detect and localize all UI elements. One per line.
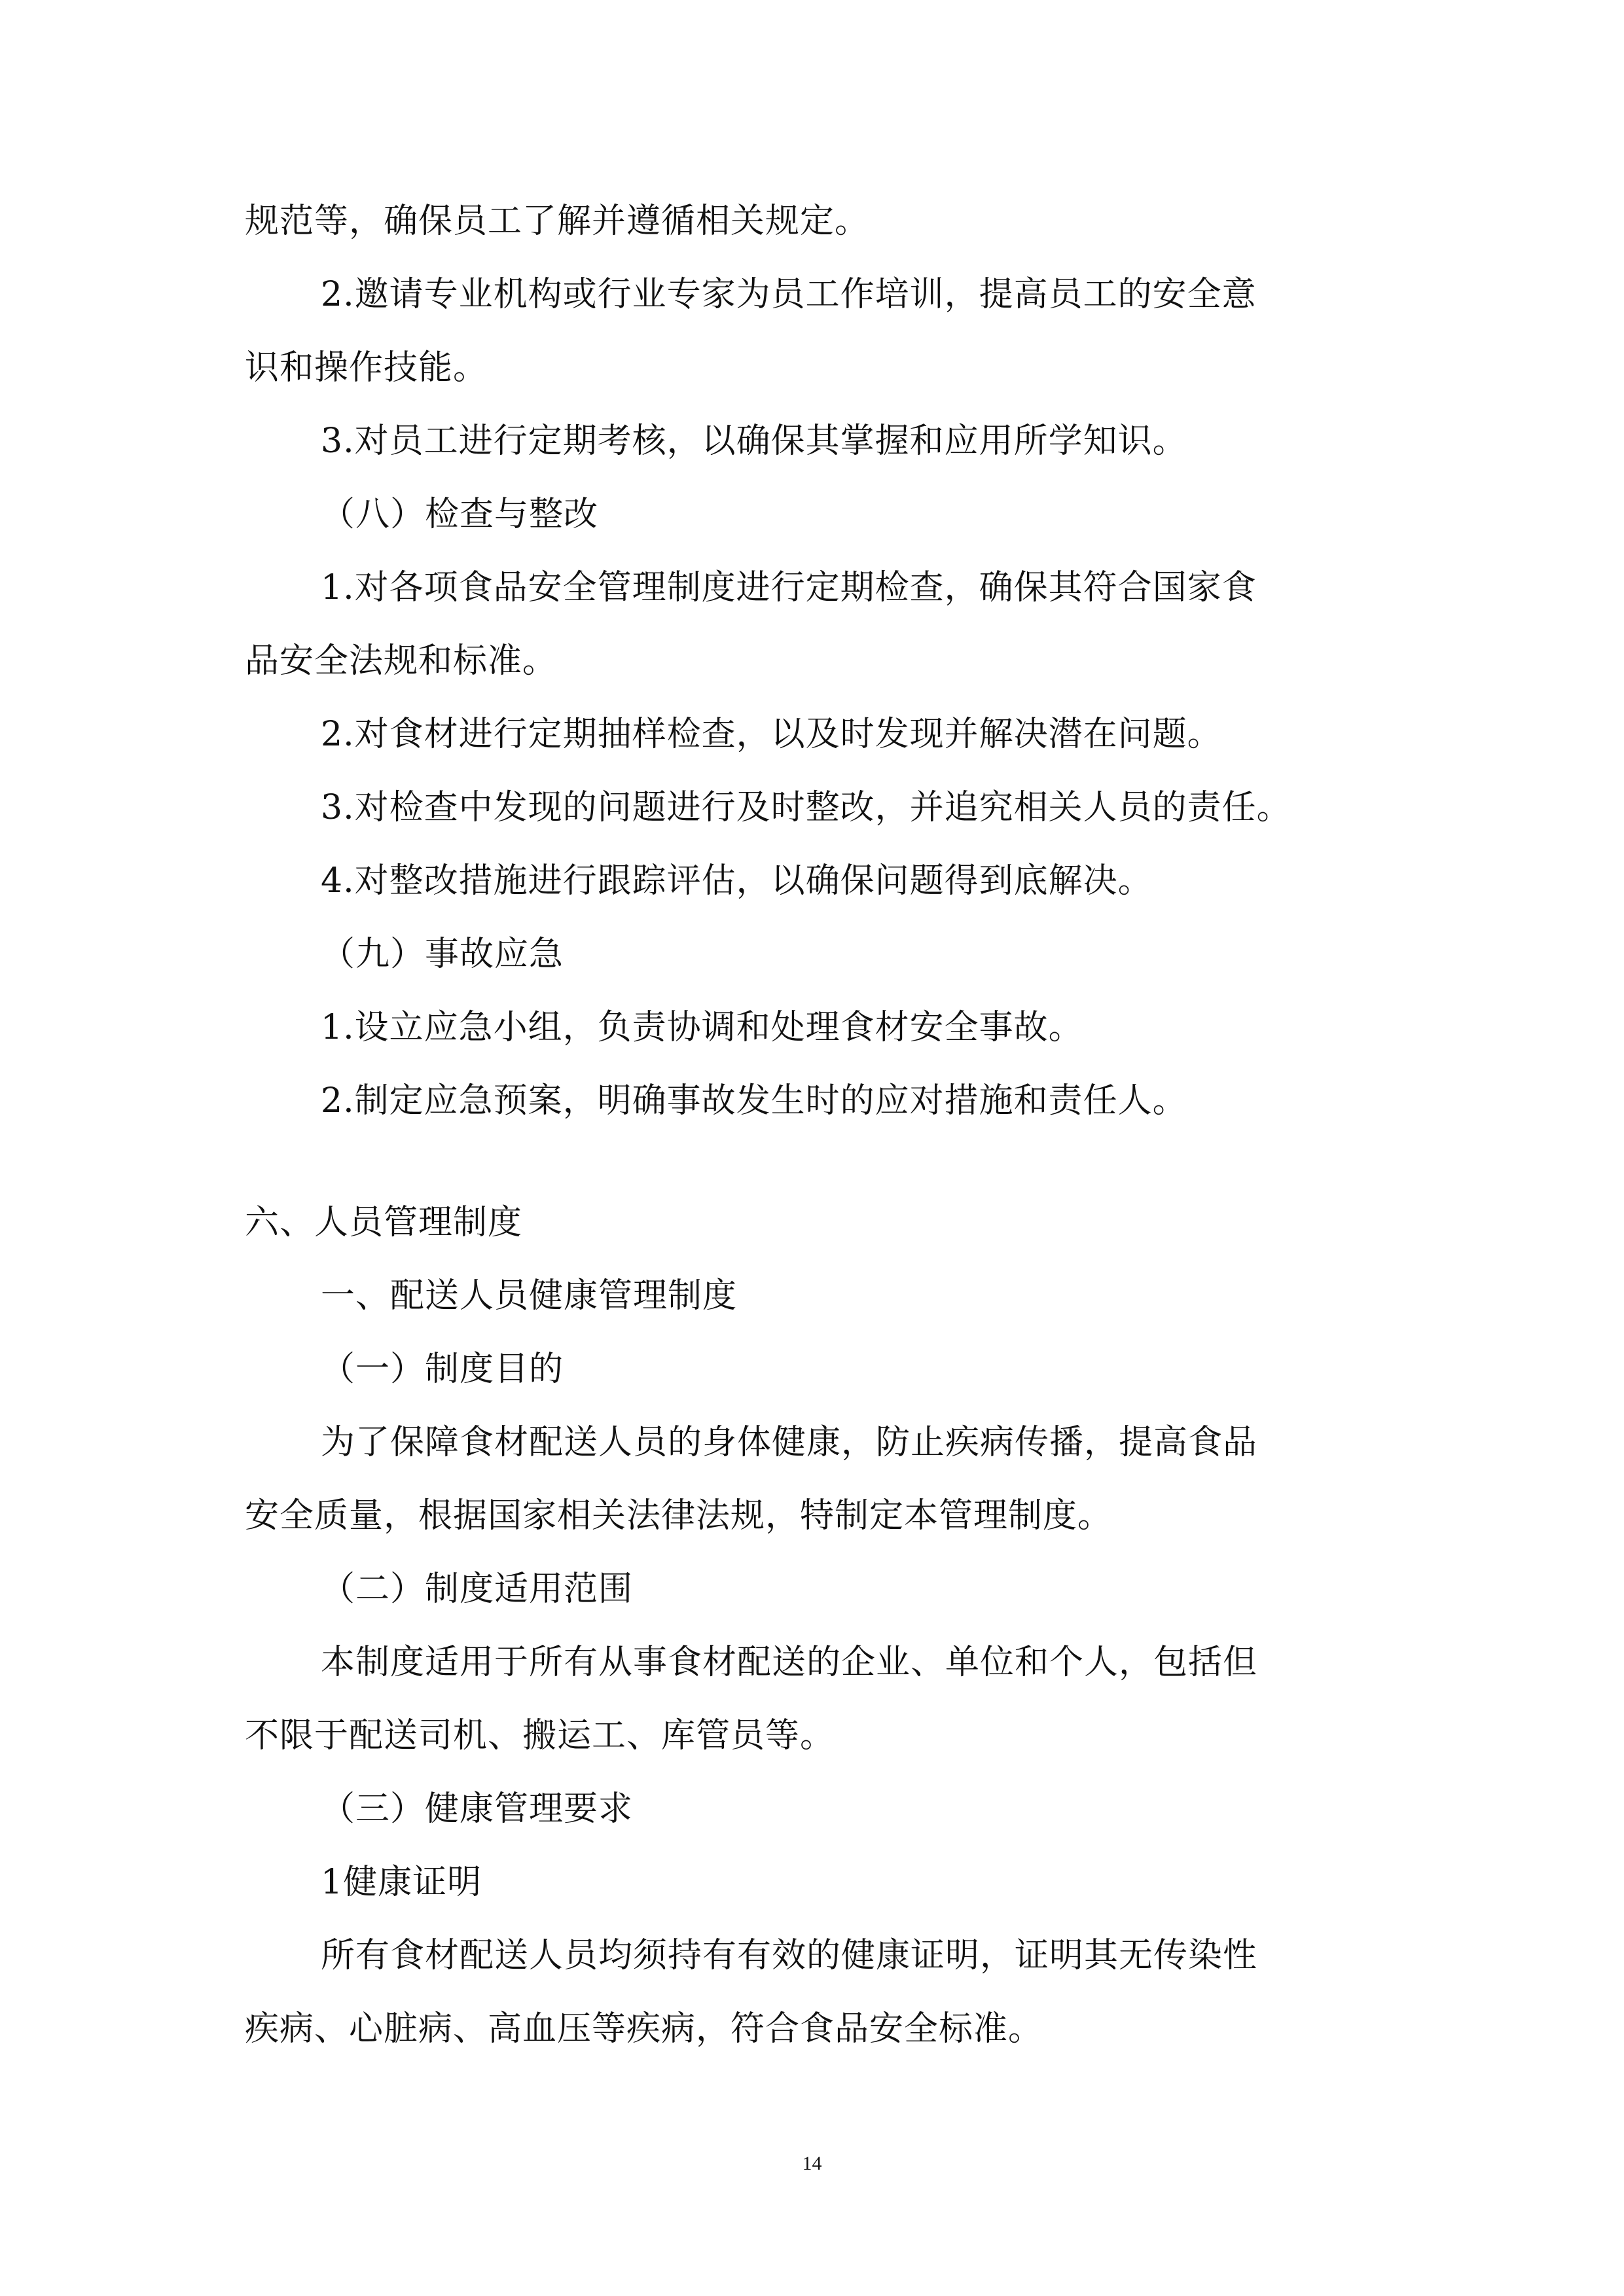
text-line: 1.设立应急小组，负责协调和处理食材安全事故。	[321, 1008, 1083, 1047]
text-line: 规范等，确保员工了解并遵循相关规定。	[245, 202, 870, 241]
text-line: 1.对各项食品安全管理制度进行定期检查，确保其符合国家食	[321, 568, 1257, 607]
text-line: 4.对整改措施进行跟踪评估，以确保问题得到底解决。	[321, 861, 1153, 901]
text-line: 不限于配送司机、搬运工、库管员等。	[245, 1716, 835, 1755]
text-line: 识和操作技能。	[245, 348, 488, 387]
text-line: 2.对食材进行定期抽样检查，以及时发现并解决潜在问题。	[321, 715, 1222, 754]
text-line: 所有食材配送人员均须持有有效的健康证明，证明其无传染性	[321, 1936, 1258, 1975]
section-heading: （一）制度目的	[321, 1350, 564, 1389]
text-line: 为了保障食材配送人员的身体健康，防止疾病传播，提高食品	[321, 1423, 1258, 1462]
chapter-heading: 六、人员管理制度	[245, 1203, 523, 1242]
subsection-heading: 1健康证明	[321, 1863, 482, 1902]
section-heading: （八）检查与整改	[321, 495, 599, 534]
text-line: 本制度适用于所有从事食材配送的企业、单位和个人，包括但	[321, 1643, 1258, 1682]
page-number: 14	[802, 2153, 822, 2174]
section-heading: （九）事故应急	[321, 935, 564, 974]
section-heading: （三）健康管理要求	[321, 1789, 634, 1829]
text-line: 安全质量，根据国家相关法律法规，特制定本管理制度。	[245, 1496, 1113, 1535]
section-heading: （二）制度适用范围	[321, 1570, 634, 1609]
text-line: 2.邀请专业机构或行业专家为员工作培训，提高员工的安全意	[321, 275, 1257, 314]
text-line: 3.对员工进行定期考核，以确保其掌握和应用所学知识。	[321, 422, 1187, 461]
text-line: 品安全法规和标准。	[245, 641, 558, 681]
text-line: 2.制定应急预案，明确事故发生时的应对措施和责任人。	[321, 1081, 1187, 1121]
section-heading: 一、配送人员健康管理制度	[321, 1276, 738, 1316]
text-line: 疾病、心脏病、高血压等疾病，符合食品安全标准。	[245, 2009, 1043, 2049]
text-line: 3.对检查中发现的问题进行及时整改，并追究相关人员的责任。	[321, 788, 1291, 827]
